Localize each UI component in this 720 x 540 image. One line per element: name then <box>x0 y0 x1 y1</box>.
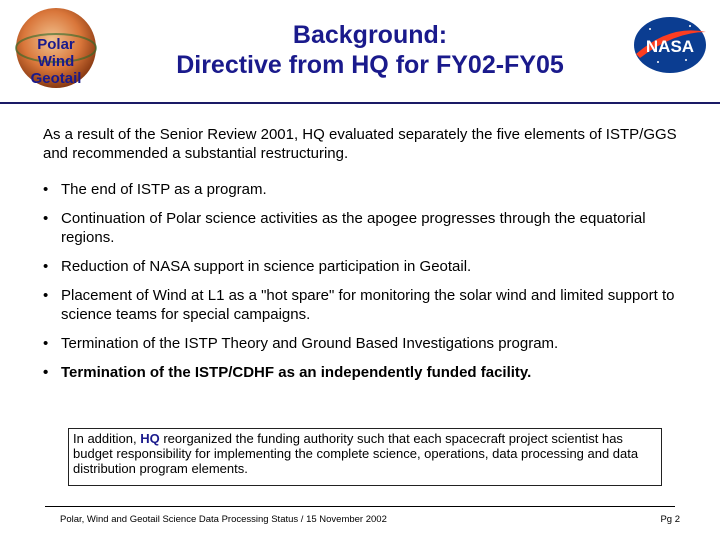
list-item: • Continuation of Polar science activities as the apogee progresses through the equatorial regions. <box>43 209 693 247</box>
list-item: • The end of ISTP as a program. <box>43 180 693 199</box>
page-title <box>120 20 620 80</box>
footer-text: Polar, Wind and Geotail Science Data Processing Status / 15 November 2002 <box>60 514 387 525</box>
footer-divider <box>45 506 675 507</box>
title-line-1: Background: <box>292 21 448 49</box>
list-item: • Termination of the ISTP Theory and Ground Based Investigations program. <box>43 334 693 353</box>
title-line-2: Directive from HQ for FY02-FY05 <box>176 51 564 79</box>
note-lead: In addition, <box>73 431 141 446</box>
header-divider <box>0 102 720 104</box>
polar-wind-geotail-logo <box>4 4 108 96</box>
note-body: reorganized the funding authority such that each spacecraft project scientist has budget responsibility for implementing the complete science, operations, data processing and data distribution program elements. <box>73 431 639 476</box>
logo-text-1: Polar <box>37 36 75 53</box>
logo-text-3: Geotail <box>30 70 82 87</box>
page-number: Pg 2 <box>660 514 680 525</box>
list-item: • Reduction of NASA support in science participation in Geotail. <box>43 257 693 276</box>
nasa-logo-text: NASA <box>645 37 695 56</box>
note-hq: HQ <box>140 431 160 446</box>
logo-text-2: Wind <box>37 53 75 70</box>
intro-paragraph: As a result of the Senior Review 2001, HQ evaluated separately the five elements of ISTP/GGS and recommended a substantial restructuring. <box>43 126 677 162</box>
directive-list <box>43 180 693 392</box>
list-item: • Termination of the ISTP/CDHF as an independently funded facility. <box>43 363 693 382</box>
list-item: • Placement of Wind at L1 as a "hot spare" for monitoring the solar wind and limited support to science teams for special campaigns. <box>43 286 693 324</box>
nasa-logo <box>630 14 710 76</box>
note-box <box>68 428 662 486</box>
